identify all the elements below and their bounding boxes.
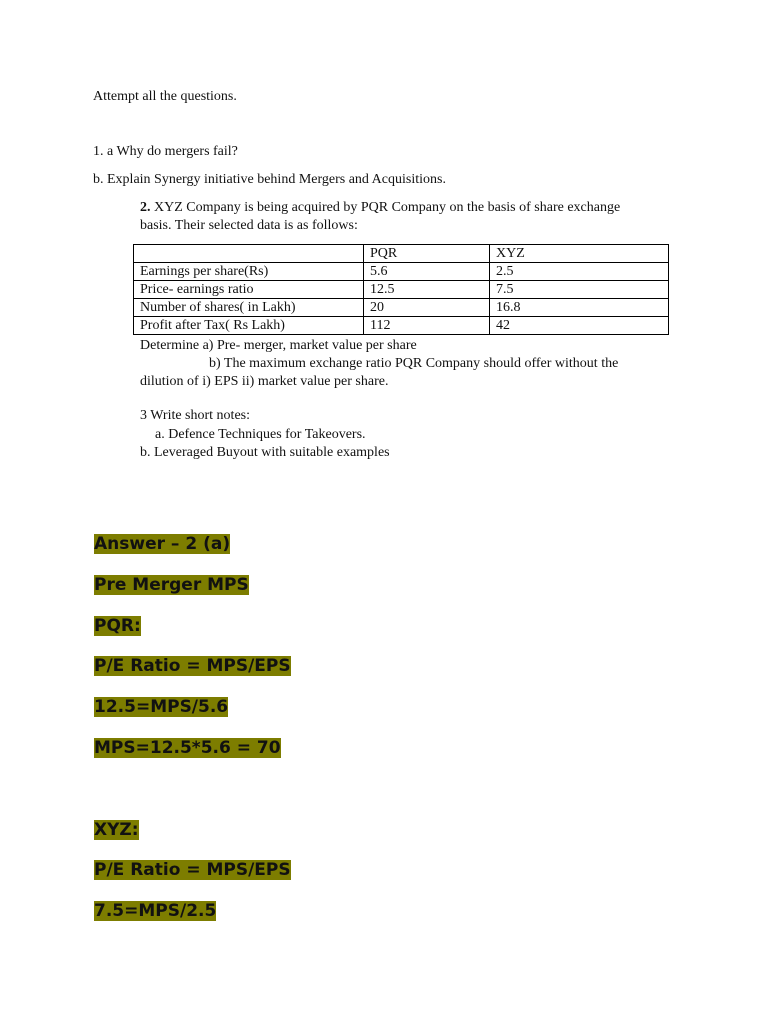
table-cell: 2.5: [490, 263, 669, 281]
question-2-determine-c: dilution of i) EPS ii) market value per share.: [140, 374, 389, 389]
question-3-title: 3 Write short notes:: [140, 408, 250, 423]
table-header-row: [134, 245, 669, 263]
question-2-number: 2.: [140, 200, 151, 215]
answer-line-text: MPS=12.5*5.6 = 70: [94, 738, 281, 758]
question-2-determine-b: b) The maximum exchange ratio PQR Company should offer without the: [209, 356, 619, 371]
answer-line-text: P/E Ratio = MPS/EPS: [94, 860, 291, 880]
answer-line: [93, 654, 292, 678]
question-2-line1: [140, 199, 620, 217]
intro-text: Attempt all the questions.: [93, 89, 237, 104]
table-cell: Number of shares( in Lakh): [134, 299, 364, 317]
answer-heading-text: Answer – 2 (a): [94, 534, 231, 554]
answer-line: [93, 818, 140, 842]
answer-line-text: Pre Merger MPS: [94, 575, 249, 595]
table-cell: 112: [364, 317, 490, 335]
answer-line-text: P/E Ratio = MPS/EPS: [94, 656, 291, 676]
answer-line: [93, 858, 292, 882]
table-cell: 7.5: [490, 281, 669, 299]
question-2-line2: basis. Their selected data is as follows:: [140, 218, 358, 233]
answer-line: [93, 573, 250, 597]
question-3b: b. Leveraged Buyout with suitable examples: [140, 445, 390, 460]
table-cell: 20: [364, 299, 490, 317]
question-1b: b. Explain Synergy initiative behind Mergers and Acquisitions.: [93, 172, 446, 187]
table-header-cell: [134, 245, 364, 263]
answer-line: [93, 736, 282, 760]
answer-line-text: 7.5=MPS/2.5: [94, 901, 217, 921]
table-cell: 42: [490, 317, 669, 335]
table-cell: 12.5: [364, 281, 490, 299]
answer-line: [93, 695, 229, 719]
answer-heading: [93, 532, 231, 556]
question-2-determine-a: Determine a) Pre- merger, market value per share: [140, 338, 417, 353]
table-row: [134, 317, 669, 335]
answer-line: [93, 614, 142, 638]
table-cell: Earnings per share(Rs): [134, 263, 364, 281]
table-cell: 5.6: [364, 263, 490, 281]
table-cell: 16.8: [490, 299, 669, 317]
table-row: [134, 263, 669, 281]
question-3a: a. Defence Techniques for Takeovers.: [155, 427, 366, 442]
table-row: [134, 281, 669, 299]
answer-line-text: PQR:: [94, 616, 141, 636]
answer-line-text: XYZ:: [94, 820, 139, 840]
question-2-text: XYZ Company is being acquired by PQR Company on the basis of share exchange: [150, 200, 621, 215]
question-1a: 1. a Why do mergers fail?: [93, 144, 238, 159]
answer-line: [93, 899, 217, 923]
answer-line-text: 12.5=MPS/5.6: [94, 697, 229, 717]
table-row: [134, 299, 669, 317]
table-cell: Price- earnings ratio: [134, 281, 364, 299]
table-header-cell: PQR: [364, 245, 490, 263]
table-cell: Profit after Tax( Rs Lakh): [134, 317, 364, 335]
table-header-cell: XYZ: [490, 245, 669, 263]
data-table: [133, 244, 669, 335]
